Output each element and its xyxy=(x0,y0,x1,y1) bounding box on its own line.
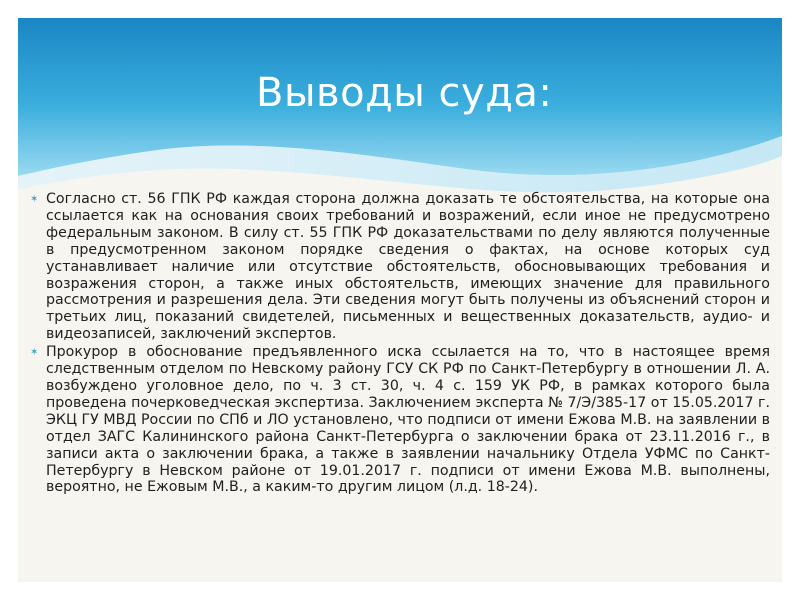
slide xyxy=(18,18,782,582)
paragraph-text: Согласно ст. 56 ГПК РФ каждая сторона должна доказать те обстоятельства, на которые она ссылается как на основания своих требований и возражений, если иное не предусмотрено федеральным законом. В силу ст. 55 ГПК РФ доказательствами по делу являются полученные в предусмотренном законом порядке сведения о фактах, на основе которых суд устанавливает наличие или отсутствие обстоятельств, обосновывающих требования и возражения сторон, а также иных обстоятельств, имеющих значение для правильного рассмотрения и разрешения дела. Эти сведения могут быть получены из объяснений сторон и третьих лиц, показаний свидетелей, письменных и вещественных доказательств, аудио- и видеозаписей, заключений экспертов. xyxy=(46,191,770,343)
bullet-paragraph-2 xyxy=(30,344,770,496)
slide-content xyxy=(30,191,770,497)
bullet-paragraph-1 xyxy=(30,191,770,343)
slide-title: Выводы суда: xyxy=(256,70,553,116)
star-bullet-icon: ✶ xyxy=(30,347,39,359)
slide-header-banner xyxy=(18,18,782,198)
paragraph-text: Прокурор в обоснование предъявленного иска ссылается на то, что в настоящее время следственным отделом по Невскому району ГСУ СК РФ по Санкт-Петербургу в отношении Л. А. возбуждено уголовное дело, по ч. 3 ст. 30, ч. 4 с. 159 УК РФ, в рамках которого была проведена почерковедческая экспертиза. Заключением эксперта № 7/Э/385-17 от 15.05.2017 г. ЭКЦ ГУ МВД России по СПб и ЛО установлено, что подписи от имени Ежова М.В. на заявлении в отдел ЗАГС Калининского района Санкт-Петербурга о заключении брака от 23.11.2016 г., в записи акта о заключении брака, а также в заявлении начальнику Отдела УФМС по Санкт-Петербургу в Невском районе от 19.01.2017 г. подписи от имени Ежова М.В. выполнены, вероятно, не Ежовым М.В., а каким-то другим лицом (л.д. 18-24). xyxy=(46,344,770,496)
star-bullet-icon: ✶ xyxy=(30,194,39,205)
